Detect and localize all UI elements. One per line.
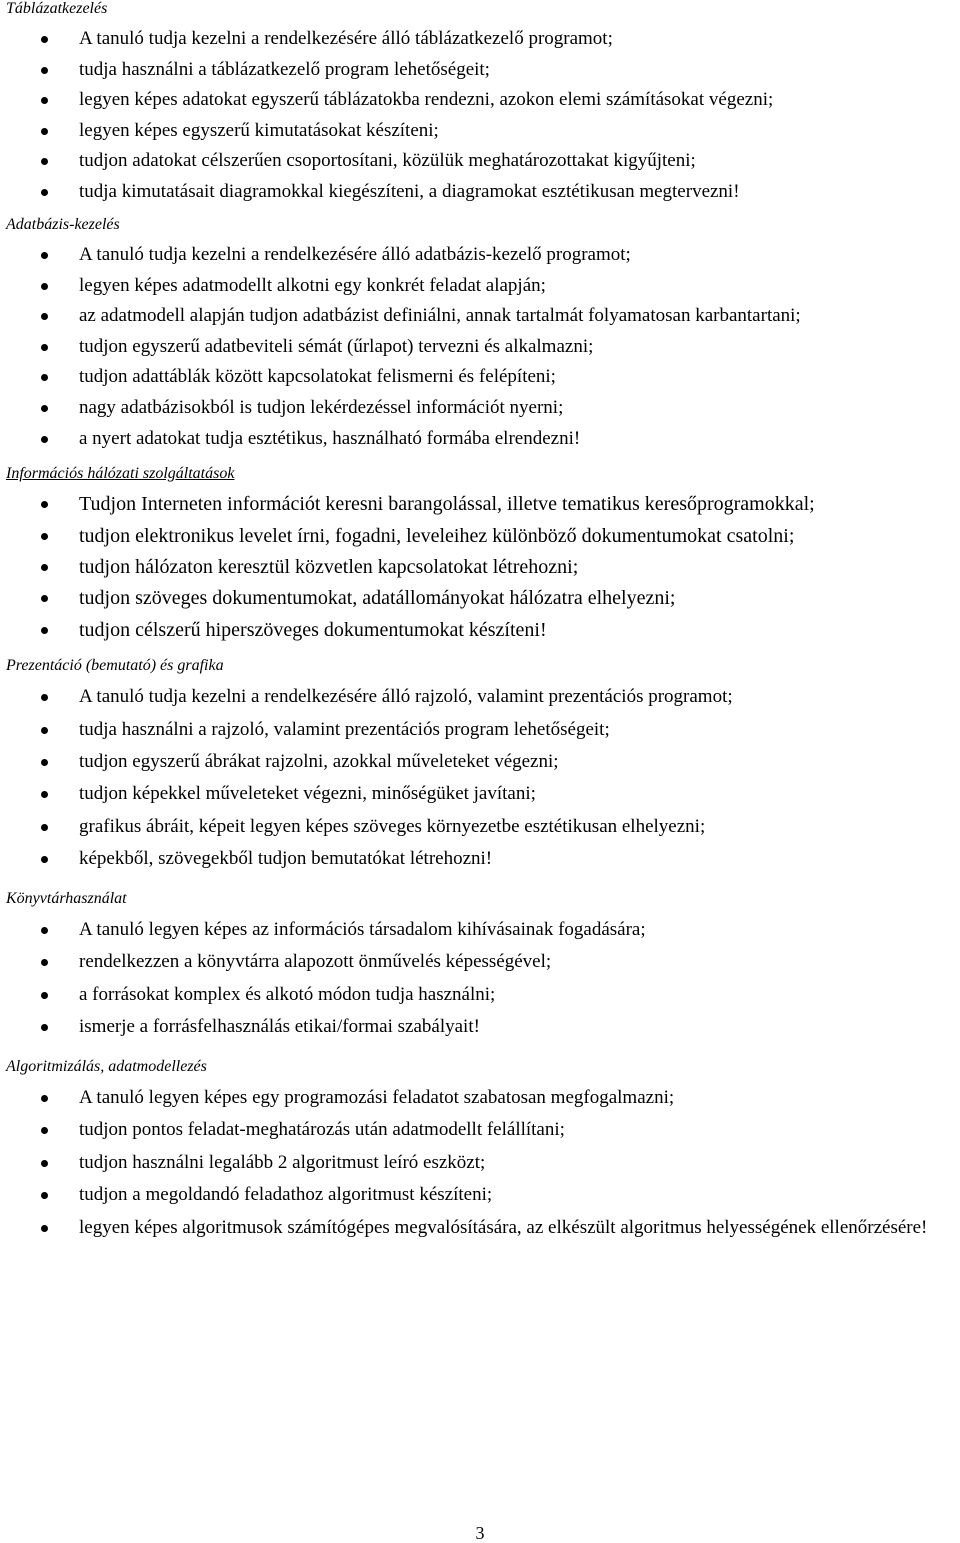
bullet-list: [0, 24, 960, 207]
bullet-icon: [41, 436, 48, 443]
bullet-icon: [41, 405, 48, 412]
bullet-icon: [41, 97, 48, 104]
bullet-icon: [41, 313, 48, 320]
list-item: [0, 146, 960, 177]
section-heading: Algoritmizálás, adatmodellezés: [6, 1058, 207, 1075]
bullet-icon: [41, 824, 48, 831]
bullet-list: [0, 1082, 960, 1244]
section-heading: Prezentáció (bemutató) és grafika: [6, 657, 224, 675]
list-item: [0, 979, 960, 1012]
list-item: [0, 746, 960, 778]
list-item: [0, 843, 960, 875]
list-item: [0, 362, 960, 393]
list-item-text: tudjon hálózaton keresztül közvetlen kapcsolatokat létrehozni;: [79, 555, 579, 578]
list-item: [0, 1147, 960, 1179]
section-heading: Könyvtárhasználat: [6, 889, 127, 907]
list-item-text: tudjon célszerű hiperszöveges dokumentumokat készíteni!: [79, 618, 547, 641]
list-item: [0, 552, 960, 583]
bullet-list: [0, 914, 960, 1044]
list-item-text: A tanuló legyen képes egy programozási feladatot szabatosan megfogalmazni;: [79, 1087, 675, 1108]
list-item-text: A tanuló tudja kezelni a rendelkezésére álló rajzoló, valamint prezentációs programot;: [79, 686, 733, 708]
bullet-icon: [41, 927, 48, 934]
bullet-icon: [41, 128, 48, 135]
list-item-text: legyen képes adatmodellt alkotni egy konkrét feladat alapján;: [79, 274, 546, 296]
bullet-icon: [41, 1225, 48, 1232]
bullet-icon: [41, 959, 48, 966]
bullet-icon: [41, 627, 48, 634]
list-item: [0, 85, 960, 116]
list-item: [0, 914, 960, 947]
list-item: [0, 615, 960, 646]
list-item-text: tudjon képekkel műveleteket végezni, minőségüket javítani;: [79, 783, 536, 805]
list-item-text: tudja kimutatásait diagramokkal kiegészíteni, a diagramokat esztétikusan megtervezni!: [79, 180, 740, 202]
list-item-text: grafikus ábráit, képeit legyen képes szöveges környezetbe esztétikusan elhelyezni;: [79, 815, 706, 837]
list-item-text: az adatmodell alapján tudjon adatbázist definiálni, annak tartalmát folyamatosan karbantartani;: [79, 305, 801, 327]
list-item-text: nagy adatbázisokból is tudjon lekérdezéssel információt nyerni;: [79, 396, 564, 418]
bullet-icon: [41, 374, 48, 381]
list-item-text: legyen képes egyszerű kimutatásokat készíteni;: [79, 119, 439, 141]
list-item-text: tudja használni a rajzoló, valamint prezentációs program lehetőségeit;: [79, 718, 610, 740]
bullet-icon: [41, 533, 48, 540]
bullet-icon: [41, 501, 48, 508]
bullet-icon: [41, 36, 48, 43]
section-heading: Információs hálózati szolgáltatások: [6, 465, 235, 483]
list-item: [0, 681, 960, 713]
list-item: [0, 946, 960, 979]
list-item: [0, 778, 960, 810]
page-number: 3: [475, 1523, 485, 1543]
bullet-icon: [41, 344, 48, 351]
section-heading: Adatbázis-kezelés: [6, 216, 120, 233]
list-item: [0, 116, 960, 147]
bullet-icon: [41, 1127, 48, 1134]
list-item: [0, 1114, 960, 1146]
list-item: [0, 1179, 960, 1211]
list-item: [0, 177, 960, 208]
list-item-text: tudjon egyszerű adatbeviteli sémát (űrlapot) tervezni és alkalmazni;: [79, 335, 594, 357]
list-item: [0, 424, 960, 455]
list-item: [0, 811, 960, 843]
list-item: [0, 271, 960, 302]
list-item-text: legyen képes adatokat egyszerű táblázatokba rendezni, azokon elemi számításokat végezni;: [79, 89, 774, 110]
list-item: [0, 714, 960, 746]
list-item-text: Tudjon Interneten információt keresni barangolással, illetve tematikus keresőprogramokkal;: [79, 493, 815, 516]
list-item-text: rendelkezzen a könyvtárra alapozott önművelés képességével;: [79, 951, 552, 973]
bullet-icon: [41, 283, 48, 290]
list-item-text: tudjon szöveges dokumentumokat, adatállományokat hálózatra elhelyezni;: [79, 587, 676, 610]
bullet-icon: [41, 595, 48, 602]
list-item-text: a nyert adatokat tudja esztétikus, használható formába elrendezni!: [79, 427, 581, 449]
bullet-list: [0, 240, 960, 454]
bullet-icon: [41, 856, 48, 863]
list-item-text: A tanuló legyen képes az információs társadalom kihívásainak fogadására;: [79, 918, 646, 940]
bullet-icon: [41, 1192, 48, 1199]
bullet-icon: [41, 252, 48, 259]
list-item-text: legyen képes algoritmusok számítógépes megvalósítására, az elkészült algoritmus helyességének ellenőrzésére!: [79, 1216, 928, 1238]
list-item: [0, 301, 960, 332]
list-item: [0, 1011, 960, 1044]
list-item-text: tudjon adattáblák között kapcsolatokat felismerni és felépíteni;: [79, 366, 556, 388]
bullet-icon: [41, 189, 48, 196]
bullet-icon: [41, 1095, 48, 1102]
list-item: [0, 24, 960, 55]
bullet-list: [0, 489, 960, 646]
bullet-icon: [41, 67, 48, 74]
list-item-text: tudjon pontos feladat-meghatározás után adatmodellt felállítani;: [79, 1119, 565, 1141]
list-item: [0, 1212, 960, 1244]
list-item-text: képekből, szövegekből tudjon bemutatókat létrehozni!: [79, 848, 493, 870]
list-item-text: A tanuló tudja kezelni a rendelkezésére álló adatbázis-kezelő programot;: [79, 244, 631, 265]
section-presentation-graphics: [0, 657, 960, 875]
section-network-services: [0, 465, 960, 646]
bullet-icon: [41, 727, 48, 734]
section-database: [0, 216, 960, 454]
bullet-icon: [41, 791, 48, 798]
section-spreadsheet: [0, 0, 960, 207]
bullet-icon: [41, 1024, 48, 1031]
section-heading: Táblázatkezelés: [6, 0, 108, 17]
bullet-icon: [41, 694, 48, 701]
list-item-text: tudjon elektronikus levelet írni, fogadni, leveleihez különböző dokumentumokat csatolni;: [79, 524, 795, 547]
list-item-text: ismerje a forrásfelhasználás etikai/formai szabályait!: [79, 1016, 480, 1038]
bullet-icon: [41, 1160, 48, 1167]
list-item: [0, 521, 960, 552]
list-item-text: tudjon a megoldandó feladathoz algoritmust készíteni;: [79, 1184, 493, 1206]
list-item-text: tudjon egyszerű ábrákat rajzolni, azokkal műveleteket végezni;: [79, 751, 559, 772]
section-library-use: [0, 890, 960, 1044]
bullet-icon: [41, 759, 48, 766]
list-item: [0, 489, 960, 520]
list-item-text: A tanuló tudja kezelni a rendelkezésére álló táblázatkezelő programot;: [79, 28, 613, 49]
list-item-text: tudja használni a táblázatkezelő program lehetőségeit;: [79, 58, 490, 80]
bullet-icon: [41, 158, 48, 165]
list-item: [0, 393, 960, 424]
section-algorithms: [0, 1058, 960, 1244]
list-item: [0, 583, 960, 614]
list-item-text: tudjon használni legalább 2 algoritmust leíró eszközt;: [79, 1151, 486, 1173]
bullet-icon: [41, 564, 48, 571]
list-item-text: tudjon adatokat célszerűen csoportosítani, közülük meghatározottakat kigyűjteni;: [79, 150, 696, 171]
bullet-icon: [41, 992, 48, 999]
list-item: [0, 240, 960, 271]
list-item-text: a forrásokat komplex és alkotó módon tudja használni;: [79, 983, 496, 1005]
bullet-list: [0, 681, 960, 875]
list-item: [0, 55, 960, 86]
list-item: [0, 1082, 960, 1114]
list-item: [0, 332, 960, 363]
